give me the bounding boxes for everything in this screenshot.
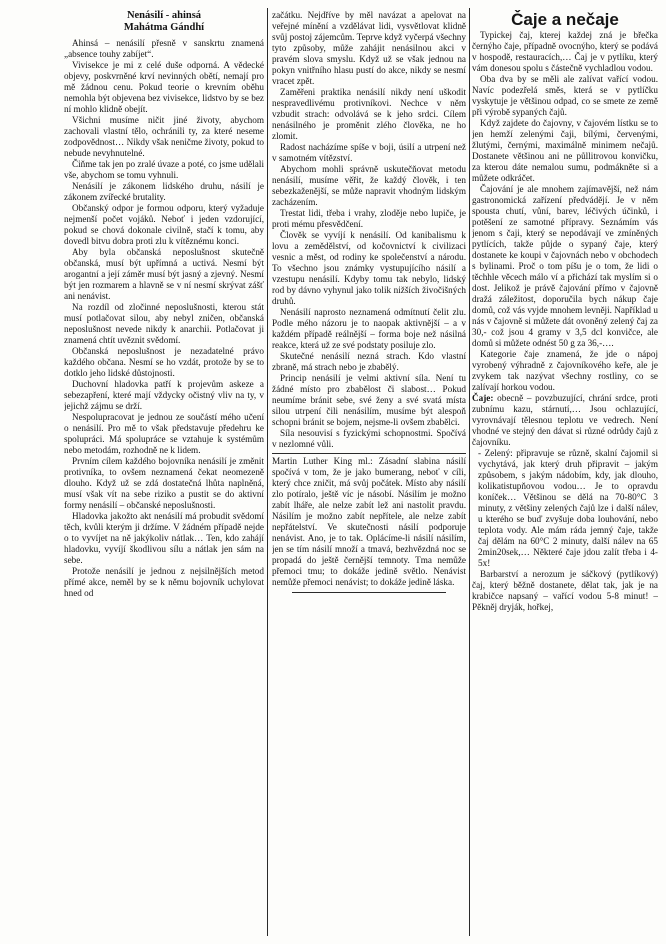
paragraph: Typickej čaj, kterej každej zná je břečka černýho čaje, případně ovocnýho, který se podává v hospodě, restauracích,… Čaj je v pytlíku, který vám donesou spolu s částečně vychladlou vodou. bbox=[472, 30, 658, 73]
quote-paragraph: Martin Luther King ml.: Zásadní slabina násilí spočívá v tom, že je jako bumerang, neboť v cíli, který chce zničit, má svůj počátek. Místo aby násilí zlo potíralo, ještě víc je násobí. Násilím je možno zabít lháře, ale nelze zabít lež ani nastolit pravdu. Násilím je možno zabít nepřítele, ale nelze zabít nepřátelství. Ve skutečnosti násilí podporuje nenávist. Ano, je to tak. Oplácíme-li násilí násilím, jen se tím násilí množí a tmavá, bezhvězdná noc se propadá do ještě černější temnoty. Tma nemůže přemoci tmu; to dokáže jedině světlo. Nenávist nemůže přemoci nenávist; to dokáže jedině láska. bbox=[272, 456, 466, 587]
paragraph: Nespolupracovat je jednou ze součástí mého učení o nenásilí. Pro mě to však představuje předehru ke spolupráci. Má spolupráce se vztahuje k systémům nebo metodám, rozhodně ne k lidem. bbox=[64, 412, 264, 455]
paragraph: začátku. Nejdříve by měl navázat a apelovat na veřejné mínění a vzdělávat lidi, vysvětlovat klidně svůj postoj zájemcům. Teprve když vyčerpá všechny tyto způsoby, může zahájit nenásilnou akci v pravém slova smyslu. Když už se však jednou na pokyn vnitřního hlasu pustí do akce, nikdy se nesmí vracet zpět. bbox=[272, 10, 466, 86]
tea-label-text: obecně – povzbuzující, chrání srdce, proti zubnímu kazu, stárnutí,… Jsou ochlazující, vyrovnávají tělesnou teplotu ve vedrech. Není vhodné ve stejný den dávat si různé odrůdy čajů z čajovníku. bbox=[472, 393, 658, 447]
paragraph: Duchovní hladovka patří k projevům askeze a sebezapření, které mají vždycky očistný vliv na ty, v jejichž zájmu se drží. bbox=[64, 379, 264, 411]
list-item: - Zelený: připravuje se různě, skalní čajomil si vychytává, jak který druh připravit – jakým způsobem, s jakým nádobím, kdy, jak dlouho, kolikatistupňovou vodou… Je to opravdu koníček… Většinou se dělá na 70-80°C 3 minuty, z většiny zelených čajů lze i další nálev, u kterého se buď zvyšuje doba louhování, nebo teplota vody. Ale mám ráda jemný čaje, takže čaj dělám na 60°C 2 minuty, další nálev na 65 2min20sek,… Některé čaje jdou zalít třeba i 4-5x! bbox=[478, 448, 658, 568]
paragraph: Čiňme tak jen po zralé úvaze a poté, co jsme udělali vše, abychom se tomu vyhnuli. bbox=[64, 159, 264, 180]
paragraph: Občanský odpor je formou odporu, který vyžaduje nejmenší počet vojáků. Neboť i jeden vzdorující, pokud se chová dokonale civilně, stačí k tomu, aby dovedl bitvu dobra proti zlu k vítěznému konci. bbox=[64, 203, 264, 246]
paragraph: Nenásilí je zákonem lidského druhu, násilí je zákonem zvířecké brutality. bbox=[64, 181, 264, 202]
paragraph: Na rozdíl od zločinné neposlušnosti, kterou stát musí potlačovat silou, aby nebyl zničen, občanská neposlušnost nevede nikdy k anarchii. Potlačovat ji znamená chtít uvěznit svědomí. bbox=[64, 302, 264, 345]
paragraph: Princip nenásilí je velmi aktivní síla. Není tu žádné místo pro zbabělost či slabost… Pokud neumíme bránit sebe, své ženy a své svatá místa silou utrpení čili nenásilím, musíme být alespoň schopni bránit se bojem, nejsme-li ovšem zbabělci. bbox=[272, 373, 466, 427]
section-end-rule bbox=[292, 592, 446, 593]
column-gandhi-continued bbox=[272, 10, 466, 935]
paragraph: Člověk se vyvíjí k nenásilí. Od kanibalismu k lovu a zemědělství, od kočovnictví k civilizaci vesnic a měst, od rodiny ke společenství a národu. To všechno jsou známky vystupujícího násilí a vzestupu nenásilí. Kdyby tomu tak nebylo, lidský rod by dávno vyhynul jako tolik nižších živočišných druhů. bbox=[272, 230, 466, 306]
column-divider bbox=[469, 8, 470, 936]
paragraph: Všichni musíme ničit jiné životy, abychom zachovali vlastní tělo, ochránili ty, za které neseme zodpovědnost… Nikdy však neničme životy, pokud to nebude nevyhnutelné. bbox=[64, 115, 264, 158]
section-divider bbox=[272, 453, 466, 454]
paragraph: Oba dva by se měli ale zalívat vařící vodou. Navíc podezřelá směs, která se v pytlíčku vyskytuje je většinou odpad, co se smete ze země při výrobě sypaných čajů. bbox=[472, 74, 658, 117]
paragraph: Kategorie čaje znamená, že jde o nápoj vyrobený výhradně z čajovníkového keře, ale je zvykem tak nazývat všechny rostliny, co se zalívají horkou vodou. bbox=[472, 349, 658, 392]
paragraph: Skutečné nenásilí nezná strach. Kdo vlastní zbraně, má strach nebo je zbabělý. bbox=[272, 351, 466, 372]
paragraph: Protože nenásilí je jednou z nejsilnějších metod přímé akce, neměl by se k němu bojovník uchylovat hned od bbox=[64, 566, 264, 598]
tea-article-title: Čaje a nečaje bbox=[511, 10, 619, 29]
paragraph: Radost nacházíme spíše v boji, úsilí a utrpení než v samotném vítězství. bbox=[272, 142, 466, 163]
article-author: Mahátma Gándhí bbox=[123, 22, 205, 33]
column-divider bbox=[267, 8, 268, 936]
paragraph: Čajování je ale mnohem zajímavější, než nám gastronomická zařízení předvádějí. Je v něm spousta chutí, vůní, barev, léčivých účinků, i potěšení ze samotné přípravy. Seznámím vás jenom s čaji, který se nepodávají ve zmíněných pytlících, takže půjde o sypaný čaje, který dostanete ke koupi v čajovnách nebo v obchodech s bylinami. Proč o tom píšu je o tom, že lidi o těchhle věcech málo ví a přichází tak myslím si o dost. Jelikož je právě čajování přímo v čajovně dražá záležitost, doporučila bych nákup čaje domů, což vás vyjde mnohem levněji. Například u nás v čajovně si můžete dát ovoněný zelený čaj za 30,- což jsou 4 gramy v 3,5 dcl konvičce, ale domů si můžete odnést 50 g za 36,-…. bbox=[472, 184, 658, 348]
paragraph: Síla nesouvisí s fyzickými schopnostmi. Spočívá v nezlomné vůli. bbox=[272, 428, 466, 449]
paragraph: Nenásilí naprosto neznamená odmítnutí čelit zlu. Podle mého názoru je to naopak aktivnější – a v každém případě reálnější – forma boje než násilná reakce, která už ze své podstaty posiluje zlo. bbox=[272, 307, 466, 350]
paragraph: Barbarství a nerozum je sáčkový (pytlíkový) čaj, který běžně dostanete, dělat tak, jak je na krabičce napsaný – vařící vodou 5-8 minut! – Pěkněj dryják, hořkej, bbox=[472, 569, 658, 612]
paragraph: Občanská neposlušnost je nezadatelné právo každého občana. Nesmí se ho vzdát, protože by se to dotklo jeho lidské důstojnosti. bbox=[64, 346, 264, 378]
paragraph: Zaměřeni praktika nenásilí nikdy není uškodit nespravedlivému protivníkovi. Nechce v něm vzbudit strach: odvolává se k jeho srdci. Cílem nenásilného je proměnit zlého člověka, ne ho zlomit. bbox=[272, 87, 466, 141]
paragraph: Abychom mohli správně uskutečňovat metodu nenásilí, musíme věřit, že každý člověk, i ten sebezkaženější, se může napravit vhodným lidským zacházením. bbox=[272, 164, 466, 207]
column-gandhi bbox=[64, 10, 264, 935]
paragraph: Aby byla občanská neposlušnost skutečně občanská, musí být upřímná a uctivá. Nesmí být arogantní a její záměr musí být jasný a zjevný. Nesmí být jen rozmarem a hlavně se v ní nesmí skrývat zášť ani nenávist. bbox=[64, 247, 264, 301]
paragraph: Hladovka jakožto akt nenásilí má probudit svědomí těch, kvůli kterým ji držíme. V žádném případě nejde o to vyvíjet na ně jakýkoliv nátlak… Ten, kdo zahájí hladovku, vyvíjí škodlivou sílu a nátlak jen sám na sebe. bbox=[64, 511, 264, 565]
paragraph: Trestat lidi, třeba i vrahy, zloděje nebo lupiče, je proti mému přesvědčení. bbox=[272, 208, 466, 229]
column-tea bbox=[472, 10, 658, 935]
paragraph: Prvním cílem každého bojovníka nenásilí je změnit protivníka, to ovšem neznamená čekat neomezeně dlouho. Když už se zdá dostatečná lhůta naplněná, musí však vít na sebe riziko a pustit se do aktivní formy nenásilí – občanské neposlušnosti. bbox=[64, 456, 264, 510]
paragraph: Vivisekce je mi z celé duše odporná. A vědecké objevy, poskvrněné krví nevinných obětí, nemají pro mě žádnou cenu. Pokud teorie o krevním oběhu nemohla být objevena bez vivisekce, lidstvo by se bez ní mohlo klidně obejít. bbox=[64, 60, 264, 114]
article-title: Nenásilí - ahinsá bbox=[126, 10, 202, 21]
tea-category-paragraph bbox=[472, 393, 658, 448]
tea-label: Čaje: bbox=[472, 393, 494, 403]
paragraph: Když zajdete do čajovny, v čajovém lístku se to jen hemží zelenými čaji, bílými, červenými, žlutými, černými, maximálně minimem nečajů. Dostanete většinou ani ne půllitrovou konvičku, za kterou dáte nemalou sumu, podmákněte si a můžete odkráčet. bbox=[472, 118, 658, 183]
paragraph: Ahinsá – nenásilí přesně v sanskrtu znamená „absence touhy zabíjet“. bbox=[64, 38, 264, 59]
